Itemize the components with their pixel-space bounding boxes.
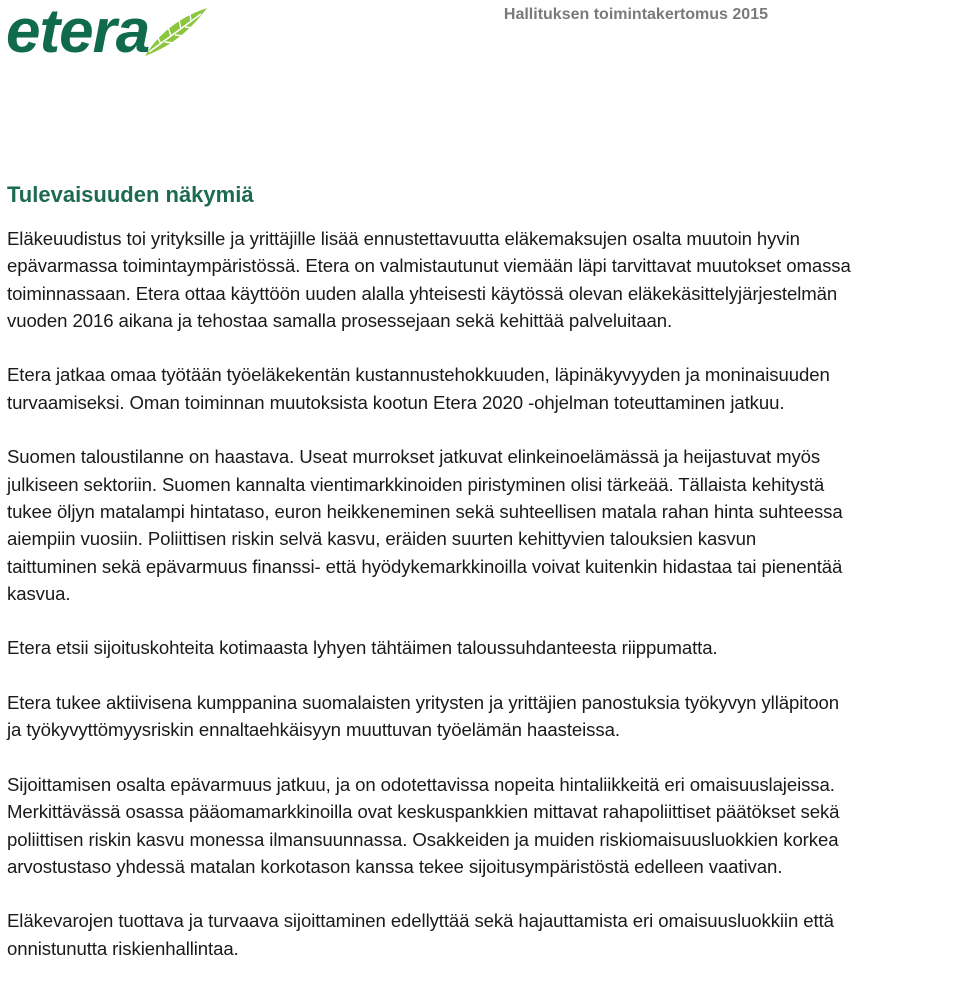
paragraph-economy — [7, 443, 959, 607]
etera-logo — [6, 0, 215, 66]
paragraph-investment-uncertainty — [7, 771, 959, 880]
document-body — [7, 180, 959, 989]
text-line: epävarmassa toimintaympäristössä. Etera on valmistautunut viemään läpi tarvittavat muutokset omassa — [7, 255, 851, 277]
leaf-icon — [143, 6, 209, 58]
text-line: Etera jatkaa omaa työtään työeläkekentän kustannustehokkuuden, läpinäkyvyyden ja moninaisuuden — [7, 364, 830, 386]
text-line: onnistunutta riskienhallintaa. — [7, 937, 239, 959]
text-line: Etera tukee aktiivisena kumppanina suomalaisten yritysten ja yrittäjien panostuksia työkyvyn ylläpitoon — [7, 692, 840, 714]
paragraph-pension-reform — [7, 225, 959, 334]
text-line: Merkittävässä osassa pääomamarkkinoilla ovat keskuspankkien mittavat rahapoliittiset päätökset sekä — [7, 801, 840, 823]
text-line: Sijoittamisen osalta epävarmuus jatkuu, ja on odotettavissa nopeita hintaliikkeitä eri omaisuuslajeissa. — [7, 773, 835, 795]
text-line: Eläkevarojen tuottava ja turvaava sijoittaminen edellyttää sekä hajauttamista eri omaisuusluokkiin että — [7, 910, 834, 932]
text-line: turvaamiseksi. Oman toiminnan muutoksista kootun Etera 2020 -ohjelman toteuttaminen jatkuu. — [7, 391, 785, 413]
document-title: Hallituksen toimintakertomus 2015 — [503, 6, 768, 23]
logo-wordmark: etera — [6, 0, 150, 66]
text-line: poliittisen riskin kasvu monessa ilmansuunnassa. Osakkeiden ja muiden riskiomaisuusluokkien korkea — [7, 828, 839, 850]
text-line: taittuminen sekä epävarmuus finanssi- että hyödykemarkkinoilla voivat kuitenkin hidastaa tai pienentää — [7, 555, 843, 577]
section-heading: Tulevaisuuden näkymiä — [7, 182, 254, 207]
text-line: kasvua. — [7, 582, 71, 604]
text-line: Etera etsii sijoituskohteita kotimaasta lyhyen tähtäimen taloussuhdanteesta riippumatta. — [7, 637, 718, 659]
text-line: Suomen taloustilanne on haastava. Useat murrokset jatkuvat elinkeinoelämässä ja heijastuvat myös — [7, 446, 821, 468]
text-line: julkiseen sektoriin. Suomen kannalta vientimarkkinoiden piristyminen olisi tärkeää. Tällaista kehitystä — [7, 473, 825, 495]
text-line: Eläkeuudistus toi yrityksille ja yrittäjille lisää ennustettavuutta eläkemaksujen osalta muutoin hyvin — [7, 228, 800, 249]
text-line: toiminnassaan. Etera ottaa käyttöön uuden alalla yhteisesti käytössä olevan eläkekäsittelyjärjestelmän — [7, 282, 838, 304]
page-header — [0, 0, 960, 70]
text-line: vuoden 2016 aikana ja tehostaa samalla prosessejaan sekä kehittää palveluitaan. — [7, 309, 673, 331]
paragraph-work-ability — [7, 689, 959, 744]
paragraph-risk-management — [7, 907, 959, 962]
text-line: tukee öljyn matalampi hintataso, euron heikkeneminen sekä suhteellisen matala rahan hinta suhteessa — [7, 500, 843, 522]
text-line: aiempiin vuosiin. Poliittisen riskin selvä kasvu, eräiden suurten kehittyvien talouksien kasvun — [7, 528, 757, 550]
text-line: arvostustaso yhdessä matalan korkotason kanssa tekee sijoitusympäristöstä edelleen vaativan. — [7, 855, 783, 877]
text-line: ja työkyvyttömyysriskin ennaltaehkäisyyn muuttuvan työelämän haasteissa. — [7, 719, 620, 741]
paragraph-cost-efficiency — [7, 361, 959, 416]
paragraph-domestic-investments — [7, 634, 959, 661]
